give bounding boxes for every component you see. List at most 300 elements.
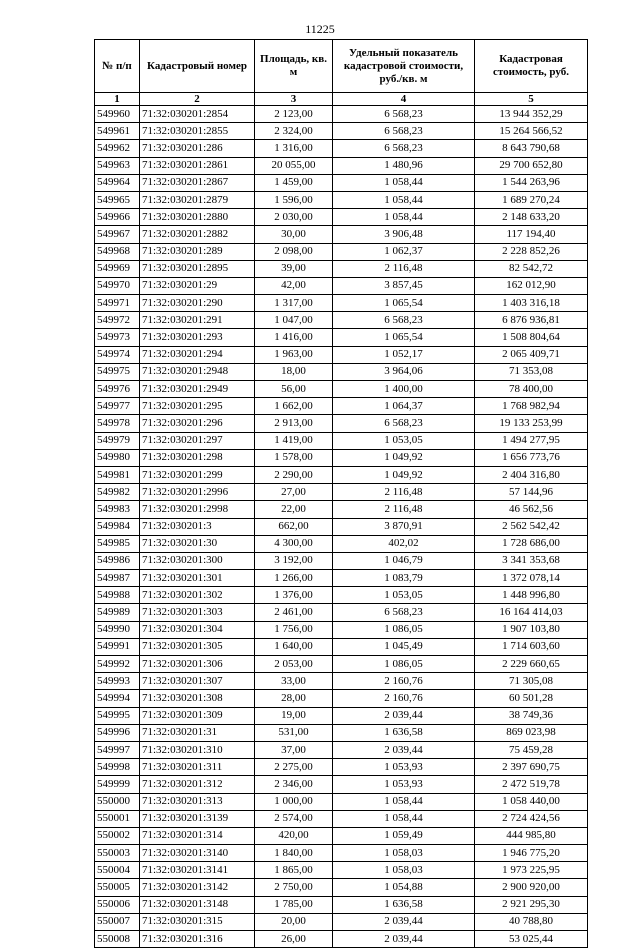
cadastral-value-cell: 117 194,40 — [475, 226, 588, 243]
cadastral-number-cell: 71:32:030201:316 — [140, 931, 255, 948]
cadastral-value-cell: 444 985,80 — [475, 827, 588, 844]
table-row — [95, 535, 588, 552]
specific-value-cell: 1 049,92 — [333, 466, 475, 483]
cadastral-number-cell: 71:32:030201:2882 — [140, 226, 255, 243]
table-row — [95, 501, 588, 518]
specific-value-cell: 1 083,79 — [333, 570, 475, 587]
area-cell: 2 461,00 — [255, 604, 333, 621]
specific-value-cell: 1 058,44 — [333, 810, 475, 827]
cadastral-number-cell: 71:32:030201:2895 — [140, 260, 255, 277]
row-number-cell: 549994 — [95, 690, 140, 707]
cadastral-number-cell: 71:32:030201:2854 — [140, 106, 255, 123]
cadastral-value-cell: 2 921 295,30 — [475, 896, 588, 913]
header-cadastral-number: Кадастровый номер — [140, 40, 255, 93]
row-number-cell: 549960 — [95, 106, 140, 123]
row-number-cell: 549968 — [95, 243, 140, 260]
area-cell: 1 316,00 — [255, 140, 333, 157]
specific-value-cell: 1 086,05 — [333, 656, 475, 673]
area-cell: 1 840,00 — [255, 845, 333, 862]
cadastral-value-cell: 29 700 652,80 — [475, 157, 588, 174]
area-cell: 2 275,00 — [255, 759, 333, 776]
specific-value-cell: 2 039,44 — [333, 741, 475, 758]
table-row — [95, 329, 588, 346]
cadastral-value-cell: 2 148 633,20 — [475, 209, 588, 226]
row-number-cell: 549966 — [95, 209, 140, 226]
specific-value-cell: 1 480,96 — [333, 157, 475, 174]
specific-value-cell: 6 568,23 — [333, 106, 475, 123]
area-cell: 39,00 — [255, 260, 333, 277]
area-cell: 42,00 — [255, 277, 333, 294]
specific-value-cell: 1 053,05 — [333, 587, 475, 604]
table-row — [95, 776, 588, 793]
table-row — [95, 552, 588, 569]
cadastral-value-cell: 38 749,36 — [475, 707, 588, 724]
specific-value-cell: 1 054,88 — [333, 879, 475, 896]
cadastral-number-cell: 71:32:030201:296 — [140, 415, 255, 432]
header-cadastral-value: Кадастровая стоимость, руб. — [475, 40, 588, 93]
row-number-cell: 549963 — [95, 157, 140, 174]
specific-value-cell: 2 160,76 — [333, 690, 475, 707]
table-header-row — [95, 40, 588, 93]
cadastral-number-cell: 71:32:030201:308 — [140, 690, 255, 707]
column-number: 5 — [475, 93, 588, 106]
cadastral-value-cell: 869 023,98 — [475, 724, 588, 741]
specific-value-cell: 3 906,48 — [333, 226, 475, 243]
row-number-cell: 550004 — [95, 862, 140, 879]
table-row — [95, 174, 588, 191]
cadastral-value-cell: 82 542,72 — [475, 260, 588, 277]
row-number-cell: 550006 — [95, 896, 140, 913]
cadastral-value-cell: 1 973 225,95 — [475, 862, 588, 879]
specific-value-cell: 1 052,17 — [333, 346, 475, 363]
row-number-cell: 549987 — [95, 570, 140, 587]
column-number: 4 — [333, 93, 475, 106]
row-number-cell: 549972 — [95, 312, 140, 329]
area-cell: 30,00 — [255, 226, 333, 243]
cadastral-value-cell: 2 229 660,65 — [475, 656, 588, 673]
area-cell: 37,00 — [255, 741, 333, 758]
table-row — [95, 587, 588, 604]
cadastral-value-cell: 3 341 353,68 — [475, 552, 588, 569]
area-cell: 2 030,00 — [255, 209, 333, 226]
table-row — [95, 312, 588, 329]
specific-value-cell: 1 065,54 — [333, 295, 475, 312]
specific-value-cell: 1 059,49 — [333, 827, 475, 844]
row-number-cell: 549993 — [95, 673, 140, 690]
specific-value-cell: 1 058,03 — [333, 862, 475, 879]
cadastral-number-cell: 71:32:030201:302 — [140, 587, 255, 604]
cadastral-value-cell: 8 643 790,68 — [475, 140, 588, 157]
cadastral-number-cell: 71:32:030201:2948 — [140, 363, 255, 380]
cadastral-number-cell: 71:32:030201:2880 — [140, 209, 255, 226]
table-row — [95, 862, 588, 879]
row-number-cell: 549967 — [95, 226, 140, 243]
table-row — [95, 106, 588, 123]
cadastral-number-cell: 71:32:030201:2949 — [140, 381, 255, 398]
cadastral-value-cell: 1 494 277,95 — [475, 432, 588, 449]
area-cell: 2 750,00 — [255, 879, 333, 896]
cadastral-value-cell: 2 397 690,75 — [475, 759, 588, 776]
table-row — [95, 707, 588, 724]
cadastral-number-cell: 71:32:030201:310 — [140, 741, 255, 758]
specific-value-cell: 1 636,58 — [333, 724, 475, 741]
table-row — [95, 398, 588, 415]
row-number-cell: 549990 — [95, 621, 140, 638]
row-number-cell: 549970 — [95, 277, 140, 294]
specific-value-cell: 2 160,76 — [333, 673, 475, 690]
table-row — [95, 157, 588, 174]
cadastral-number-cell: 71:32:030201:31 — [140, 724, 255, 741]
row-number-cell: 549991 — [95, 638, 140, 655]
cadastral-number-cell: 71:32:030201:2879 — [140, 191, 255, 208]
table-row — [95, 277, 588, 294]
area-cell: 1 000,00 — [255, 793, 333, 810]
row-number-cell: 549961 — [95, 123, 140, 140]
cadastral-number-cell: 71:32:030201:303 — [140, 604, 255, 621]
row-number-cell: 549986 — [95, 552, 140, 569]
cadastral-number-cell: 71:32:030201:3142 — [140, 879, 255, 896]
specific-value-cell: 3 870,91 — [333, 518, 475, 535]
specific-value-cell: 1 062,37 — [333, 243, 475, 260]
cadastral-number-cell: 71:32:030201:3139 — [140, 810, 255, 827]
row-number-cell: 549992 — [95, 656, 140, 673]
cadastral-value-cell: 2 724 424,56 — [475, 810, 588, 827]
cadastral-table — [94, 39, 588, 948]
area-cell: 2 324,00 — [255, 123, 333, 140]
cadastral-value-cell: 57 144,96 — [475, 484, 588, 501]
cadastral-number-cell: 71:32:030201:297 — [140, 432, 255, 449]
cadastral-number-cell: 71:32:030201:3140 — [140, 845, 255, 862]
area-cell: 1 416,00 — [255, 329, 333, 346]
specific-value-cell: 6 568,23 — [333, 123, 475, 140]
cadastral-number-cell: 71:32:030201:306 — [140, 656, 255, 673]
cadastral-value-cell: 78 400,00 — [475, 381, 588, 398]
specific-value-cell: 6 568,23 — [333, 140, 475, 157]
specific-value-cell: 2 116,48 — [333, 501, 475, 518]
cadastral-number-cell: 71:32:030201:313 — [140, 793, 255, 810]
cadastral-number-cell: 71:32:030201:3141 — [140, 862, 255, 879]
area-cell: 1 419,00 — [255, 432, 333, 449]
table-body — [95, 106, 588, 948]
table-row — [95, 381, 588, 398]
cadastral-value-cell: 40 788,80 — [475, 913, 588, 930]
column-number: 1 — [95, 93, 140, 106]
cadastral-value-cell: 71 353,08 — [475, 363, 588, 380]
cadastral-value-cell: 2 900 920,00 — [475, 879, 588, 896]
area-cell: 1 047,00 — [255, 312, 333, 329]
cadastral-number-cell: 71:32:030201:300 — [140, 552, 255, 569]
cadastral-value-cell: 6 876 936,81 — [475, 312, 588, 329]
area-cell: 1 596,00 — [255, 191, 333, 208]
cadastral-number-cell: 71:32:030201:305 — [140, 638, 255, 655]
cadastral-value-cell: 60 501,28 — [475, 690, 588, 707]
table-row — [95, 226, 588, 243]
row-number-cell: 549988 — [95, 587, 140, 604]
table-row — [95, 346, 588, 363]
cadastral-number-cell: 71:32:030201:29 — [140, 277, 255, 294]
column-number-row — [95, 93, 588, 106]
area-cell: 420,00 — [255, 827, 333, 844]
specific-value-cell: 3 964,06 — [333, 363, 475, 380]
cadastral-number-cell: 71:32:030201:301 — [140, 570, 255, 587]
area-cell: 2 098,00 — [255, 243, 333, 260]
area-cell: 1 266,00 — [255, 570, 333, 587]
row-number-cell: 549969 — [95, 260, 140, 277]
specific-value-cell: 2 039,44 — [333, 707, 475, 724]
table-row — [95, 845, 588, 862]
cadastral-number-cell: 71:32:030201:314 — [140, 827, 255, 844]
specific-value-cell: 6 568,23 — [333, 604, 475, 621]
cadastral-number-cell: 71:32:030201:30 — [140, 535, 255, 552]
cadastral-value-cell: 53 025,44 — [475, 931, 588, 948]
table-row — [95, 827, 588, 844]
table-row — [95, 931, 588, 948]
cadastral-value-cell: 1 689 270,24 — [475, 191, 588, 208]
specific-value-cell: 1 086,05 — [333, 621, 475, 638]
specific-value-cell: 3 857,45 — [333, 277, 475, 294]
cadastral-number-cell: 71:32:030201:307 — [140, 673, 255, 690]
row-number-cell: 549981 — [95, 466, 140, 483]
cadastral-number-cell: 71:32:030201:2855 — [140, 123, 255, 140]
specific-value-cell: 6 568,23 — [333, 415, 475, 432]
cadastral-value-cell: 2 562 542,42 — [475, 518, 588, 535]
table-row — [95, 449, 588, 466]
cadastral-value-cell: 1 946 775,20 — [475, 845, 588, 862]
row-number-cell: 549971 — [95, 295, 140, 312]
column-number: 2 — [140, 93, 255, 106]
specific-value-cell: 1 049,92 — [333, 449, 475, 466]
specific-value-cell: 2 116,48 — [333, 484, 475, 501]
area-cell: 22,00 — [255, 501, 333, 518]
row-number-cell: 549982 — [95, 484, 140, 501]
specific-value-cell: 1 636,58 — [333, 896, 475, 913]
area-cell: 1 317,00 — [255, 295, 333, 312]
specific-value-cell: 2 039,44 — [333, 913, 475, 930]
area-cell: 1 662,00 — [255, 398, 333, 415]
cadastral-number-cell: 71:32:030201:2998 — [140, 501, 255, 518]
row-number-cell: 549996 — [95, 724, 140, 741]
table-row — [95, 484, 588, 501]
cadastral-value-cell: 1 768 982,94 — [475, 398, 588, 415]
area-cell: 2 290,00 — [255, 466, 333, 483]
area-cell: 56,00 — [255, 381, 333, 398]
cadastral-value-cell: 1 403 316,18 — [475, 295, 588, 312]
specific-value-cell: 1 046,79 — [333, 552, 475, 569]
specific-value-cell: 1 053,93 — [333, 759, 475, 776]
table-row — [95, 913, 588, 930]
cadastral-number-cell: 71:32:030201:312 — [140, 776, 255, 793]
cadastral-value-cell: 1 372 078,14 — [475, 570, 588, 587]
table-row — [95, 466, 588, 483]
cadastral-number-cell: 71:32:030201:311 — [140, 759, 255, 776]
specific-value-cell: 6 568,23 — [333, 312, 475, 329]
area-cell: 27,00 — [255, 484, 333, 501]
area-cell: 1 865,00 — [255, 862, 333, 879]
cadastral-number-cell: 71:32:030201:2867 — [140, 174, 255, 191]
area-cell: 2 346,00 — [255, 776, 333, 793]
area-cell: 3 192,00 — [255, 552, 333, 569]
row-number-cell: 549962 — [95, 140, 140, 157]
row-number-cell: 549977 — [95, 398, 140, 415]
cadastral-number-cell: 71:32:030201:3148 — [140, 896, 255, 913]
cadastral-value-cell: 1 544 263,96 — [475, 174, 588, 191]
specific-value-cell: 1 058,44 — [333, 793, 475, 810]
cadastral-number-cell: 71:32:030201:309 — [140, 707, 255, 724]
table-row — [95, 140, 588, 157]
table-row — [95, 690, 588, 707]
row-number-cell: 549974 — [95, 346, 140, 363]
cadastral-value-cell: 75 459,28 — [475, 741, 588, 758]
row-number-cell: 549985 — [95, 535, 140, 552]
specific-value-cell: 2 116,48 — [333, 260, 475, 277]
table-row — [95, 123, 588, 140]
row-number-cell: 550005 — [95, 879, 140, 896]
cadastral-value-cell: 1 656 773,76 — [475, 449, 588, 466]
cadastral-number-cell: 71:32:030201:304 — [140, 621, 255, 638]
row-number-cell: 549979 — [95, 432, 140, 449]
area-cell: 1 785,00 — [255, 896, 333, 913]
area-cell: 1 459,00 — [255, 174, 333, 191]
table-row — [95, 363, 588, 380]
table-row — [95, 191, 588, 208]
table-row — [95, 673, 588, 690]
cadastral-number-cell: 71:32:030201:295 — [140, 398, 255, 415]
area-cell: 26,00 — [255, 931, 333, 948]
cadastral-number-cell: 71:32:030201:2996 — [140, 484, 255, 501]
row-number-cell: 549975 — [95, 363, 140, 380]
specific-value-cell: 2 039,44 — [333, 931, 475, 948]
area-cell: 1 963,00 — [255, 346, 333, 363]
table-row — [95, 518, 588, 535]
area-cell: 1 578,00 — [255, 449, 333, 466]
area-cell: 28,00 — [255, 690, 333, 707]
area-cell: 1 376,00 — [255, 587, 333, 604]
area-cell: 531,00 — [255, 724, 333, 741]
specific-value-cell: 1 045,49 — [333, 638, 475, 655]
cadastral-value-cell: 2 404 316,80 — [475, 466, 588, 483]
row-number-cell: 549997 — [95, 741, 140, 758]
row-number-cell: 549965 — [95, 191, 140, 208]
cadastral-number-cell: 71:32:030201:315 — [140, 913, 255, 930]
row-number-cell: 549999 — [95, 776, 140, 793]
table-row — [95, 724, 588, 741]
specific-value-cell: 1 064,37 — [333, 398, 475, 415]
cadastral-value-cell: 2 065 409,71 — [475, 346, 588, 363]
row-number-cell: 549973 — [95, 329, 140, 346]
table-row — [95, 656, 588, 673]
area-cell: 20 055,00 — [255, 157, 333, 174]
area-cell: 1 756,00 — [255, 621, 333, 638]
specific-value-cell: 1 058,44 — [333, 174, 475, 191]
page-number: 11225 — [305, 22, 335, 36]
cadastral-number-cell: 71:32:030201:290 — [140, 295, 255, 312]
cadastral-number-cell: 71:32:030201:291 — [140, 312, 255, 329]
specific-value-cell: 1 053,05 — [333, 432, 475, 449]
table-row — [95, 243, 588, 260]
row-number-cell: 549978 — [95, 415, 140, 432]
area-cell: 1 640,00 — [255, 638, 333, 655]
cadastral-value-cell: 19 133 253,99 — [475, 415, 588, 432]
table-row — [95, 415, 588, 432]
table-row — [95, 759, 588, 776]
specific-value-cell: 1 058,44 — [333, 209, 475, 226]
area-cell: 2 574,00 — [255, 810, 333, 827]
specific-value-cell: 1 053,93 — [333, 776, 475, 793]
area-cell: 2 913,00 — [255, 415, 333, 432]
specific-value-cell: 1 065,54 — [333, 329, 475, 346]
area-cell: 2 053,00 — [255, 656, 333, 673]
cadastral-value-cell: 2 228 852,26 — [475, 243, 588, 260]
cadastral-value-cell: 1 907 103,80 — [475, 621, 588, 638]
column-number: 3 — [255, 93, 333, 106]
area-cell: 33,00 — [255, 673, 333, 690]
cadastral-number-cell: 71:32:030201:289 — [140, 243, 255, 260]
area-cell: 662,00 — [255, 518, 333, 535]
row-number-cell: 550007 — [95, 913, 140, 930]
table-row — [95, 604, 588, 621]
cadastral-value-cell: 16 164 414,03 — [475, 604, 588, 621]
table-row — [95, 638, 588, 655]
table-row — [95, 793, 588, 810]
cadastral-number-cell: 71:32:030201:294 — [140, 346, 255, 363]
specific-value-cell: 1 058,44 — [333, 191, 475, 208]
table-row — [95, 879, 588, 896]
row-number-cell: 549964 — [95, 174, 140, 191]
cadastral-number-cell: 71:32:030201:2861 — [140, 157, 255, 174]
specific-value-cell: 1 058,03 — [333, 845, 475, 862]
cadastral-value-cell: 71 305,08 — [475, 673, 588, 690]
row-number-cell: 550000 — [95, 793, 140, 810]
table-row — [95, 295, 588, 312]
cadastral-value-cell: 1 728 686,00 — [475, 535, 588, 552]
cadastral-value-cell: 2 472 519,78 — [475, 776, 588, 793]
cadastral-value-cell: 162 012,90 — [475, 277, 588, 294]
row-number-cell: 549989 — [95, 604, 140, 621]
cadastral-number-cell: 71:32:030201:299 — [140, 466, 255, 483]
cadastral-number-cell: 71:32:030201:293 — [140, 329, 255, 346]
cadastral-value-cell: 1 508 804,64 — [475, 329, 588, 346]
specific-value-cell: 402,02 — [333, 535, 475, 552]
row-number-cell: 550003 — [95, 845, 140, 862]
row-number-cell: 550001 — [95, 810, 140, 827]
row-number-cell: 550002 — [95, 827, 140, 844]
cadastral-value-cell: 13 944 352,29 — [475, 106, 588, 123]
specific-value-cell: 1 400,00 — [333, 381, 475, 398]
cadastral-value-cell: 1 058 440,00 — [475, 793, 588, 810]
row-number-cell: 549998 — [95, 759, 140, 776]
row-number-cell: 549995 — [95, 707, 140, 724]
row-number-cell: 549983 — [95, 501, 140, 518]
table-row — [95, 570, 588, 587]
cadastral-value-cell: 46 562,56 — [475, 501, 588, 518]
row-number-cell: 550008 — [95, 931, 140, 948]
table-row — [95, 810, 588, 827]
cadastral-value-cell: 1 714 603,60 — [475, 638, 588, 655]
area-cell: 2 123,00 — [255, 106, 333, 123]
table-row — [95, 741, 588, 758]
area-cell: 20,00 — [255, 913, 333, 930]
header-area: Площадь, кв. м — [255, 40, 333, 93]
cadastral-value-cell: 1 448 996,80 — [475, 587, 588, 604]
area-cell: 4 300,00 — [255, 535, 333, 552]
cadastral-number-cell: 71:32:030201:286 — [140, 140, 255, 157]
row-number-cell: 549976 — [95, 381, 140, 398]
area-cell: 19,00 — [255, 707, 333, 724]
table-row — [95, 209, 588, 226]
cadastral-number-cell: 71:32:030201:298 — [140, 449, 255, 466]
row-number-cell: 549984 — [95, 518, 140, 535]
row-number-cell: 549980 — [95, 449, 140, 466]
